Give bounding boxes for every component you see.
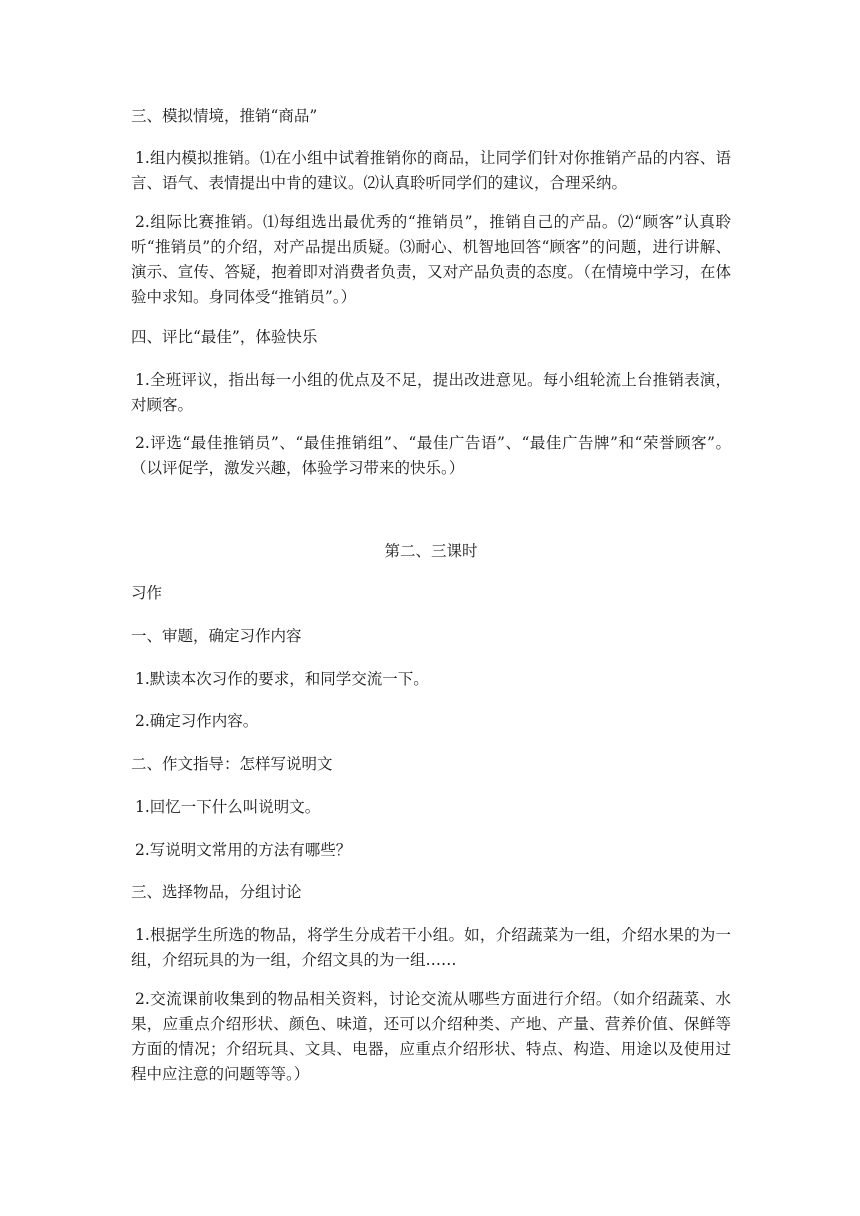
part1-heading: 一、审题，确定习作内容: [131, 627, 302, 645]
part1-item2: 2.确定习作内容。: [135, 712, 259, 730]
section3-heading: 三、模拟情境，推销“商品”: [131, 107, 318, 125]
section3-item1: 1.组内模拟推销。⑴在小组中试着推销你的商品，让同学们针对你推销产品的内容、语言、语气、表情提出中肯的建议。⑵认真聆听同学们的建议，合理采纳。: [131, 149, 731, 192]
part3-item2: 2.交流课前收集到的物品相关资料，讨论交流从哪些方面进行介绍。（如介绍蔬菜、水果，应重点介绍形状、颜色、味道，还可以介绍种类、产地、产量、营养价值、保鲜等方面的情况；介绍玩具、文具、电器，应重点介绍形状、特点、构造、用途以及使用过程中应注意的问题等等。）: [131, 990, 731, 1083]
section3-item2: 2.组际比赛推销。⑴每组选出最优秀的“推销员”，推销自己的产品。⑵“顾客”认真聆听“推销员”的介绍，对产品提出质疑。⑶耐心、机智地回答“顾客”的问题，进行讲解、演示、宣传、答疑，抱着即对消费者负责，又对产品负责的态度。（在情境中学习，在体验中求知。身同体受“推销员”。）: [131, 213, 731, 306]
subject-label: 习作: [131, 584, 163, 602]
lesson-title: 第二、三课时: [384, 542, 478, 560]
section4-item2: 2.评选“最佳推销员”、“最佳推销组”、“最佳广告语”、“最佳广告牌”和“荣誉顾客”。（以评促学，激发兴趣，体验学习带来的快乐。）: [131, 434, 731, 477]
part3-heading: 三、选择物品，分组讨论: [131, 883, 302, 901]
part2-heading: 二、作文指导：怎样写说明文: [131, 755, 333, 773]
section4-heading: 四、评比“最佳”，体验快乐: [131, 328, 318, 346]
section4-item1: 1.全班评议，指出每一小组的优点及不足，提出改进意见。每小组轮流上台推销表演，对顾客。: [131, 371, 731, 414]
part3-item1: 1.根据学生所选的物品，将学生分成若干小组。如，介绍蔬菜为一组，介绍水果的为一组，介绍玩具的为一组，介绍文具的为一组……: [131, 926, 731, 969]
part2-item2: 2.写说明文常用的方法有哪些？: [135, 841, 352, 859]
part2-item1: 1.回忆一下什么叫说明文。: [135, 798, 321, 816]
document-page: [131, 0, 731, 1216]
part1-item1: 1.默读本次习作的要求，和同学交流一下。: [135, 670, 429, 688]
